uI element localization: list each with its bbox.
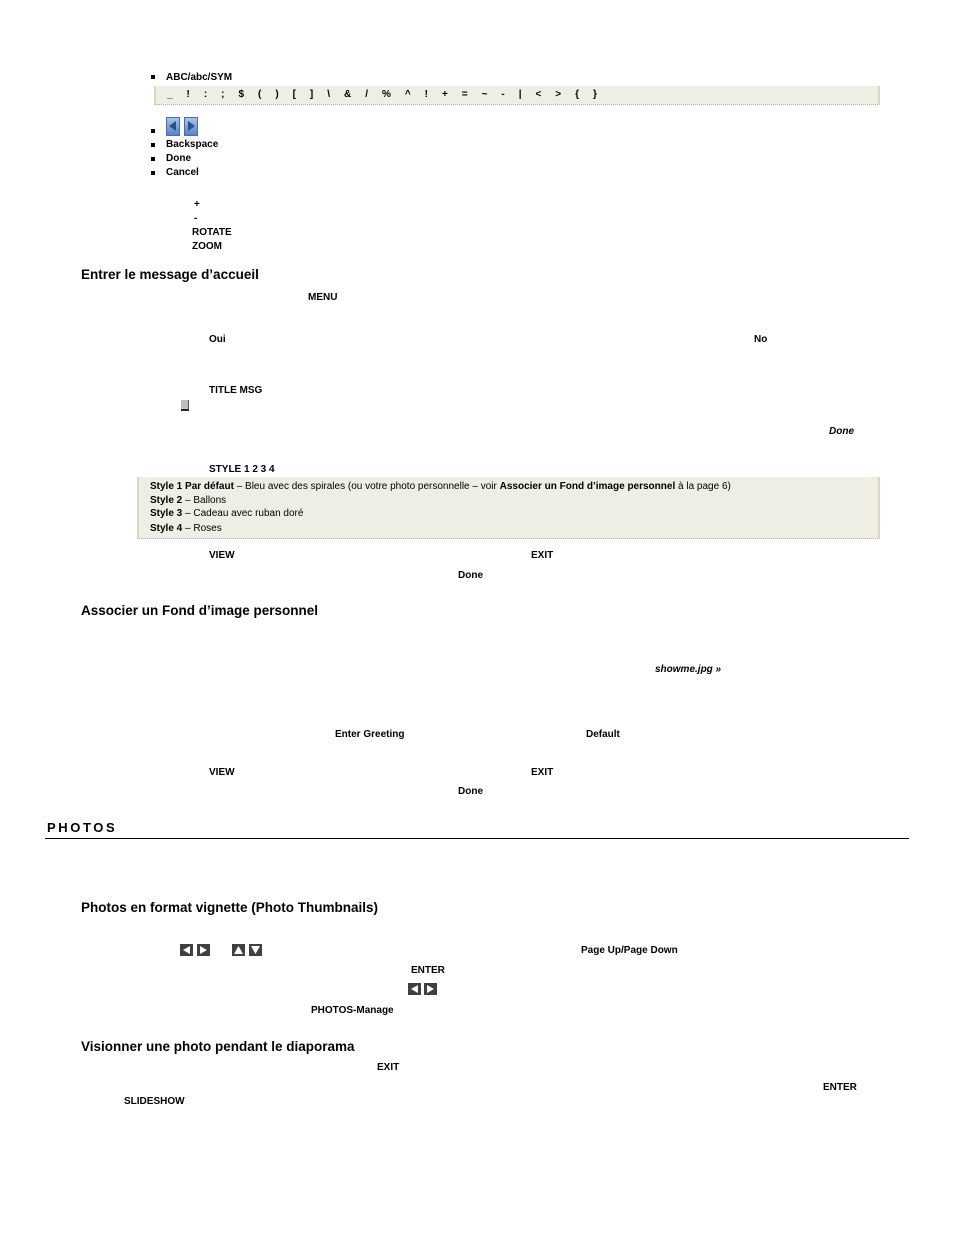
greeting-heading: Entrer le message d’accueil: [81, 267, 259, 282]
style-3-desc: – Cadeau avec ruban doré: [182, 508, 304, 519]
style-4-line: [150, 523, 222, 534]
section-divider: [45, 838, 909, 839]
style-1-desc: – Bleu avec des spirales (ou votre photo personnelle – voir: [233, 481, 500, 492]
up-key-icon: [232, 944, 245, 956]
showme-filename: showme.jpg »: [655, 664, 722, 675]
page-up-down-label: Page Up/Page Down: [581, 945, 678, 956]
view-label: VIEW: [209, 550, 235, 561]
style-3-line: [150, 508, 303, 519]
style-1-name: Style 1 Par défaut: [150, 481, 234, 492]
slideshow-label: SLIDESHOW: [124, 1096, 185, 1107]
minus-label: -: [194, 213, 198, 224]
enter-key-icon: [181, 400, 189, 411]
abc-sym-label: ABC/abc/SYM: [166, 72, 233, 83]
default-label: Default: [586, 729, 620, 740]
style-3-name: Style 3: [150, 508, 183, 519]
done-label-2: Done: [458, 570, 483, 581]
style-1-tail: à la page 6): [675, 481, 731, 492]
backspace-label: Backspace: [166, 139, 219, 150]
style-1-line: [150, 481, 731, 492]
bullet-marker: [151, 171, 155, 175]
down-key-icon: [249, 944, 262, 956]
no-label: No: [754, 334, 768, 345]
style-label: STYLE 1 2 3 4: [209, 464, 275, 475]
enter-label-2: ENTER: [823, 1082, 857, 1093]
right-arrow-icon: [184, 117, 198, 136]
exit-label: EXIT: [531, 550, 554, 561]
zoom-label: ZOOM: [192, 241, 222, 252]
right-key-icon: [424, 983, 437, 995]
style-4-name: Style 4: [150, 523, 183, 534]
enter-label: ENTER: [411, 965, 445, 976]
oui-label: Oui: [209, 334, 226, 345]
cancel-label: Cancel: [166, 167, 199, 178]
background-heading: Associer un Fond d’image personnel: [81, 603, 319, 618]
done-label: Done: [166, 153, 191, 164]
photos-manage-label: PHOTOS-Manage: [311, 1005, 394, 1016]
bullet-marker: [151, 129, 155, 133]
menu-label: MENU: [308, 292, 338, 303]
style-2-name: Style 2: [150, 495, 183, 506]
thumbnails-heading: Photos en format vignette (Photo Thumbnails): [81, 900, 378, 915]
plus-label: +: [194, 199, 200, 210]
enter-greeting-label: Enter Greeting: [335, 729, 405, 740]
bullet-marker: [151, 143, 155, 147]
left-key-icon: [408, 983, 421, 995]
style-2-desc: – Ballons: [182, 495, 227, 506]
exit-label-3: EXIT: [377, 1062, 400, 1073]
title-msg-label: TITLE MSG: [209, 385, 263, 396]
bullet-marker: [151, 75, 155, 79]
done-label-3: Done: [458, 786, 483, 797]
style-2-line: [150, 495, 226, 506]
left-key-icon: [180, 944, 193, 956]
view-label-2: VIEW: [209, 767, 235, 778]
left-arrow-icon: [166, 117, 180, 136]
right-key-icon: [197, 944, 210, 956]
photos-section-title: PHOTOS: [47, 820, 118, 835]
symbols-row: _ ! : ; $ ( ) [ ] \ & / % ^ ! + = ~ - | < > { }: [167, 89, 602, 100]
style-4-desc: – Roses: [182, 523, 222, 534]
done-italic-label: Done: [829, 426, 854, 437]
bullet-marker: [151, 157, 155, 161]
rotate-label: ROTATE: [192, 227, 232, 238]
exit-label-2: EXIT: [531, 767, 554, 778]
style-1-ref: Associer un Fond d’image personnel: [499, 481, 676, 492]
slideshow-heading: Visionner une photo pendant le diaporama: [81, 1039, 355, 1054]
